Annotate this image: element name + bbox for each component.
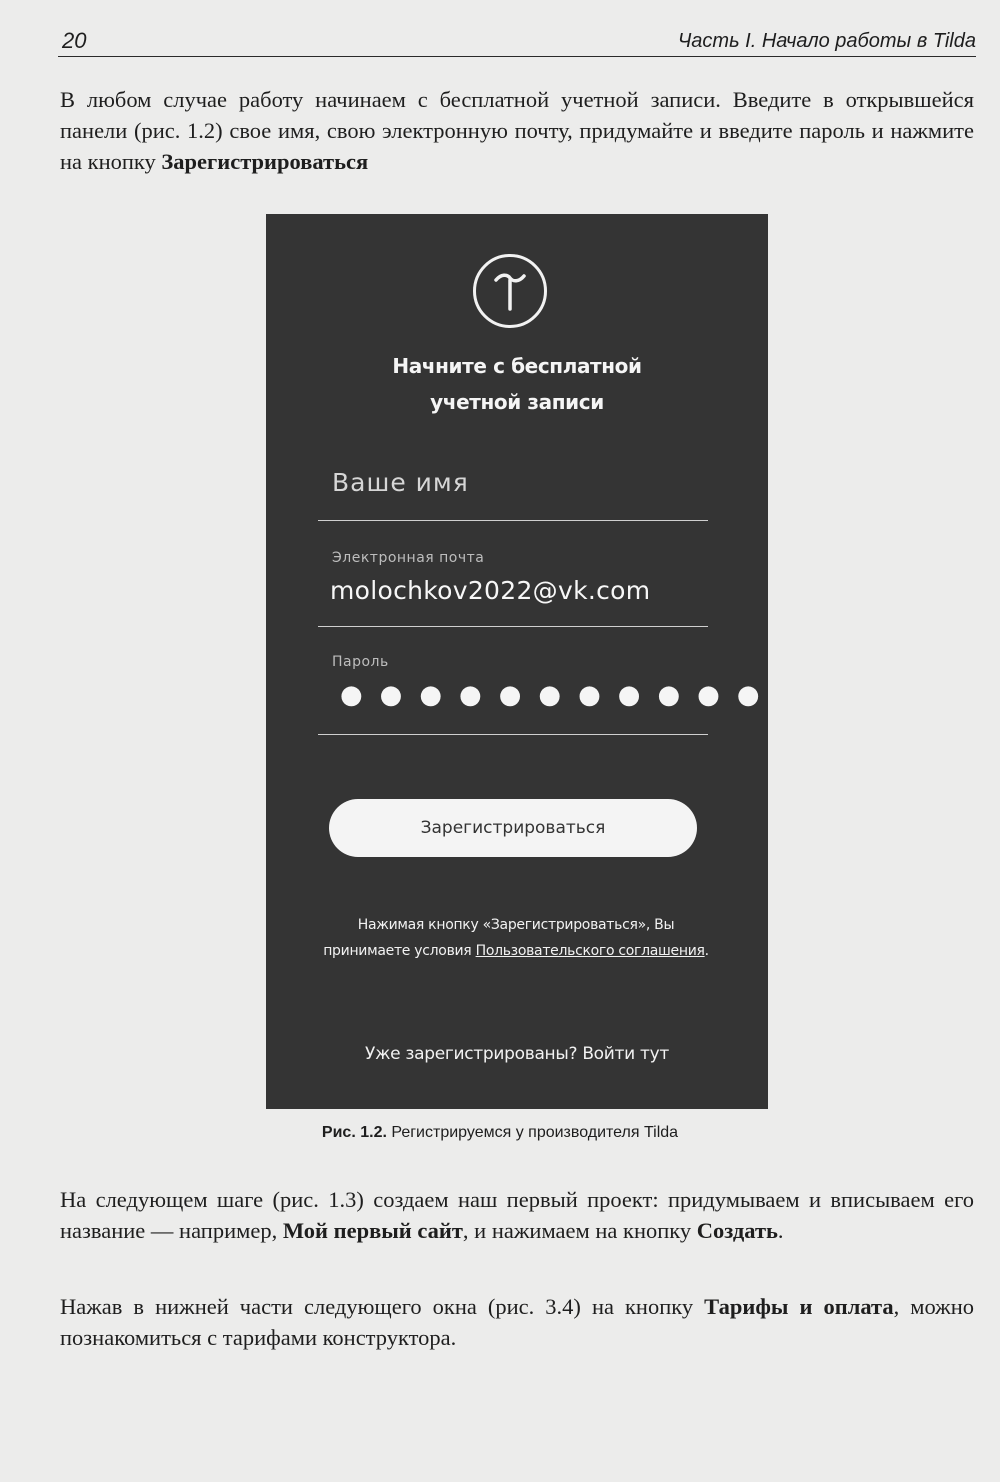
name-input[interactable]: Ваше имя: [332, 468, 469, 497]
figure-caption: [0, 1124, 1000, 1142]
p3-text-1: Нажав в нижней части следующего окна (рис. 3.4) на кнопку: [60, 1294, 705, 1319]
signup-title: [266, 348, 768, 420]
paragraph-next-step: [60, 1184, 974, 1246]
terms-end: .: [704, 943, 709, 959]
page-number: 20: [62, 28, 87, 53]
part-title: Часть I. Начало работы в Tilda: [677, 30, 976, 52]
p3-bold-tariffs: Тарифы и оплата: [704, 1294, 894, 1319]
terms-link[interactable]: Пользовательского соглашения: [475, 943, 705, 959]
running-header: [58, 26, 976, 57]
caption-text: Регистрируемся у производителя Tilda: [386, 1124, 679, 1141]
p2-bold-site-name: Мой первый сайт: [282, 1218, 463, 1243]
terms-text: Нажимая кнопку «Зарегистрироваться», Вы принимаете условия: [323, 917, 675, 959]
password-input-underline: [318, 734, 708, 735]
p2-text-2: , и нажимаем на кнопку: [462, 1218, 697, 1243]
p2-bold-create: Создать: [696, 1218, 778, 1243]
email-input-underline: [318, 626, 708, 627]
figure-signup-screenshot: [266, 214, 777, 1109]
caption-label: Рис. 1.2.: [321, 1124, 387, 1141]
email-input[interactable]: molochkov2022@vk.com: [330, 576, 651, 605]
login-link[interactable]: Уже зарегистрированы? Войти тут: [365, 1044, 669, 1064]
signup-title-line2: учетной записи: [430, 390, 604, 414]
password-label: Пароль: [332, 654, 389, 670]
p2-text-3: .: [777, 1218, 784, 1243]
email-label: Электронная почта: [332, 550, 485, 566]
intro-bold: Зарегистрироваться: [161, 149, 369, 174]
register-button[interactable]: Зарегистрироваться: [329, 799, 697, 857]
p2-text-1: На следующем шаге (рис. 1.3) создаем наш первый проект: придумываем и вписываем его название — например,: [60, 1187, 974, 1243]
signup-title-line1: Начните с бесплатной: [392, 354, 642, 378]
p3-text-2: , можно познакомиться с тарифами конструктора.: [60, 1294, 974, 1350]
terms-notice: [316, 912, 716, 964]
intro-paragraph: [60, 84, 974, 177]
name-input-underline: [318, 520, 708, 521]
paragraph-tariffs: [60, 1291, 974, 1353]
intro-text: В любом случае работу начинаем с бесплатной учетной записи. Введите в открывшейся панели (рис. 1.2) свое имя, свою электронную почту, придумайте и введите пароль и нажмите на кнопку: [60, 87, 974, 174]
tilda-logo-icon: [473, 254, 547, 328]
password-input[interactable]: ●●●●●●●●●●●: [340, 680, 777, 710]
